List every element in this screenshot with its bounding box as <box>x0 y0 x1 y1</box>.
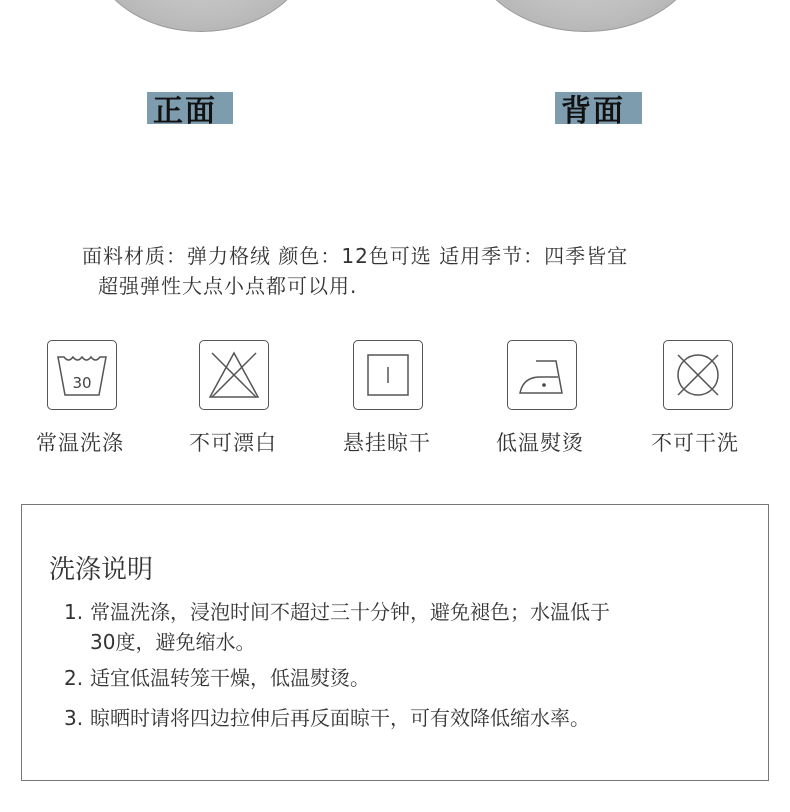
front-view-text: 正面 <box>153 94 217 129</box>
care-label-bleach: 不可漂白 <box>189 431 277 455</box>
instruction-item <box>64 663 744 693</box>
material-spec-line: 面料材质：弹力格绒 颜色：12色可选 适用季节：四季皆宜 <box>82 244 629 268</box>
instruction-text-continued: 30度，避免缩水。 <box>90 630 256 654</box>
back-product-image <box>470 0 702 32</box>
no-dry-clean-icon <box>663 340 733 410</box>
back-view-text: 背面 <box>561 94 625 129</box>
instruction-number: 2. <box>64 666 84 690</box>
instruction-text: 适宜低温转笼干燥，低温熨烫。 <box>90 666 370 690</box>
instruction-item <box>64 597 744 657</box>
wash-30-icon <box>47 340 117 410</box>
line-dry-icon <box>353 340 423 410</box>
instruction-number: 1. <box>64 600 84 624</box>
instruction-text: 常温洗涤，浸泡时间不超过三十分钟，避免褪色；水温低于 <box>90 600 610 624</box>
care-label-dry: 悬挂晾干 <box>343 431 431 455</box>
care-label-wash: 常温洗涤 <box>36 431 124 455</box>
instructions-title: 洗涤说明 <box>49 555 154 585</box>
care-label-dry-clean: 不可干洗 <box>651 431 739 455</box>
back-view-label <box>555 92 642 129</box>
instruction-text: 晾晒时请将四边拉伸后再反面晾干，可有效降低缩水率。 <box>90 706 590 730</box>
wash-temp-text: 30 <box>72 374 92 392</box>
elasticity-note: 超强弹性大点小点都可以用. <box>98 274 358 298</box>
care-label-iron: 低温熨烫 <box>496 431 584 455</box>
no-bleach-icon <box>199 340 269 410</box>
front-view-label <box>147 92 233 129</box>
front-product-image <box>90 0 312 32</box>
washing-instructions-panel <box>21 504 769 781</box>
instruction-number: 3. <box>64 706 84 730</box>
instruction-item <box>64 703 744 733</box>
iron-low-icon <box>507 340 577 410</box>
